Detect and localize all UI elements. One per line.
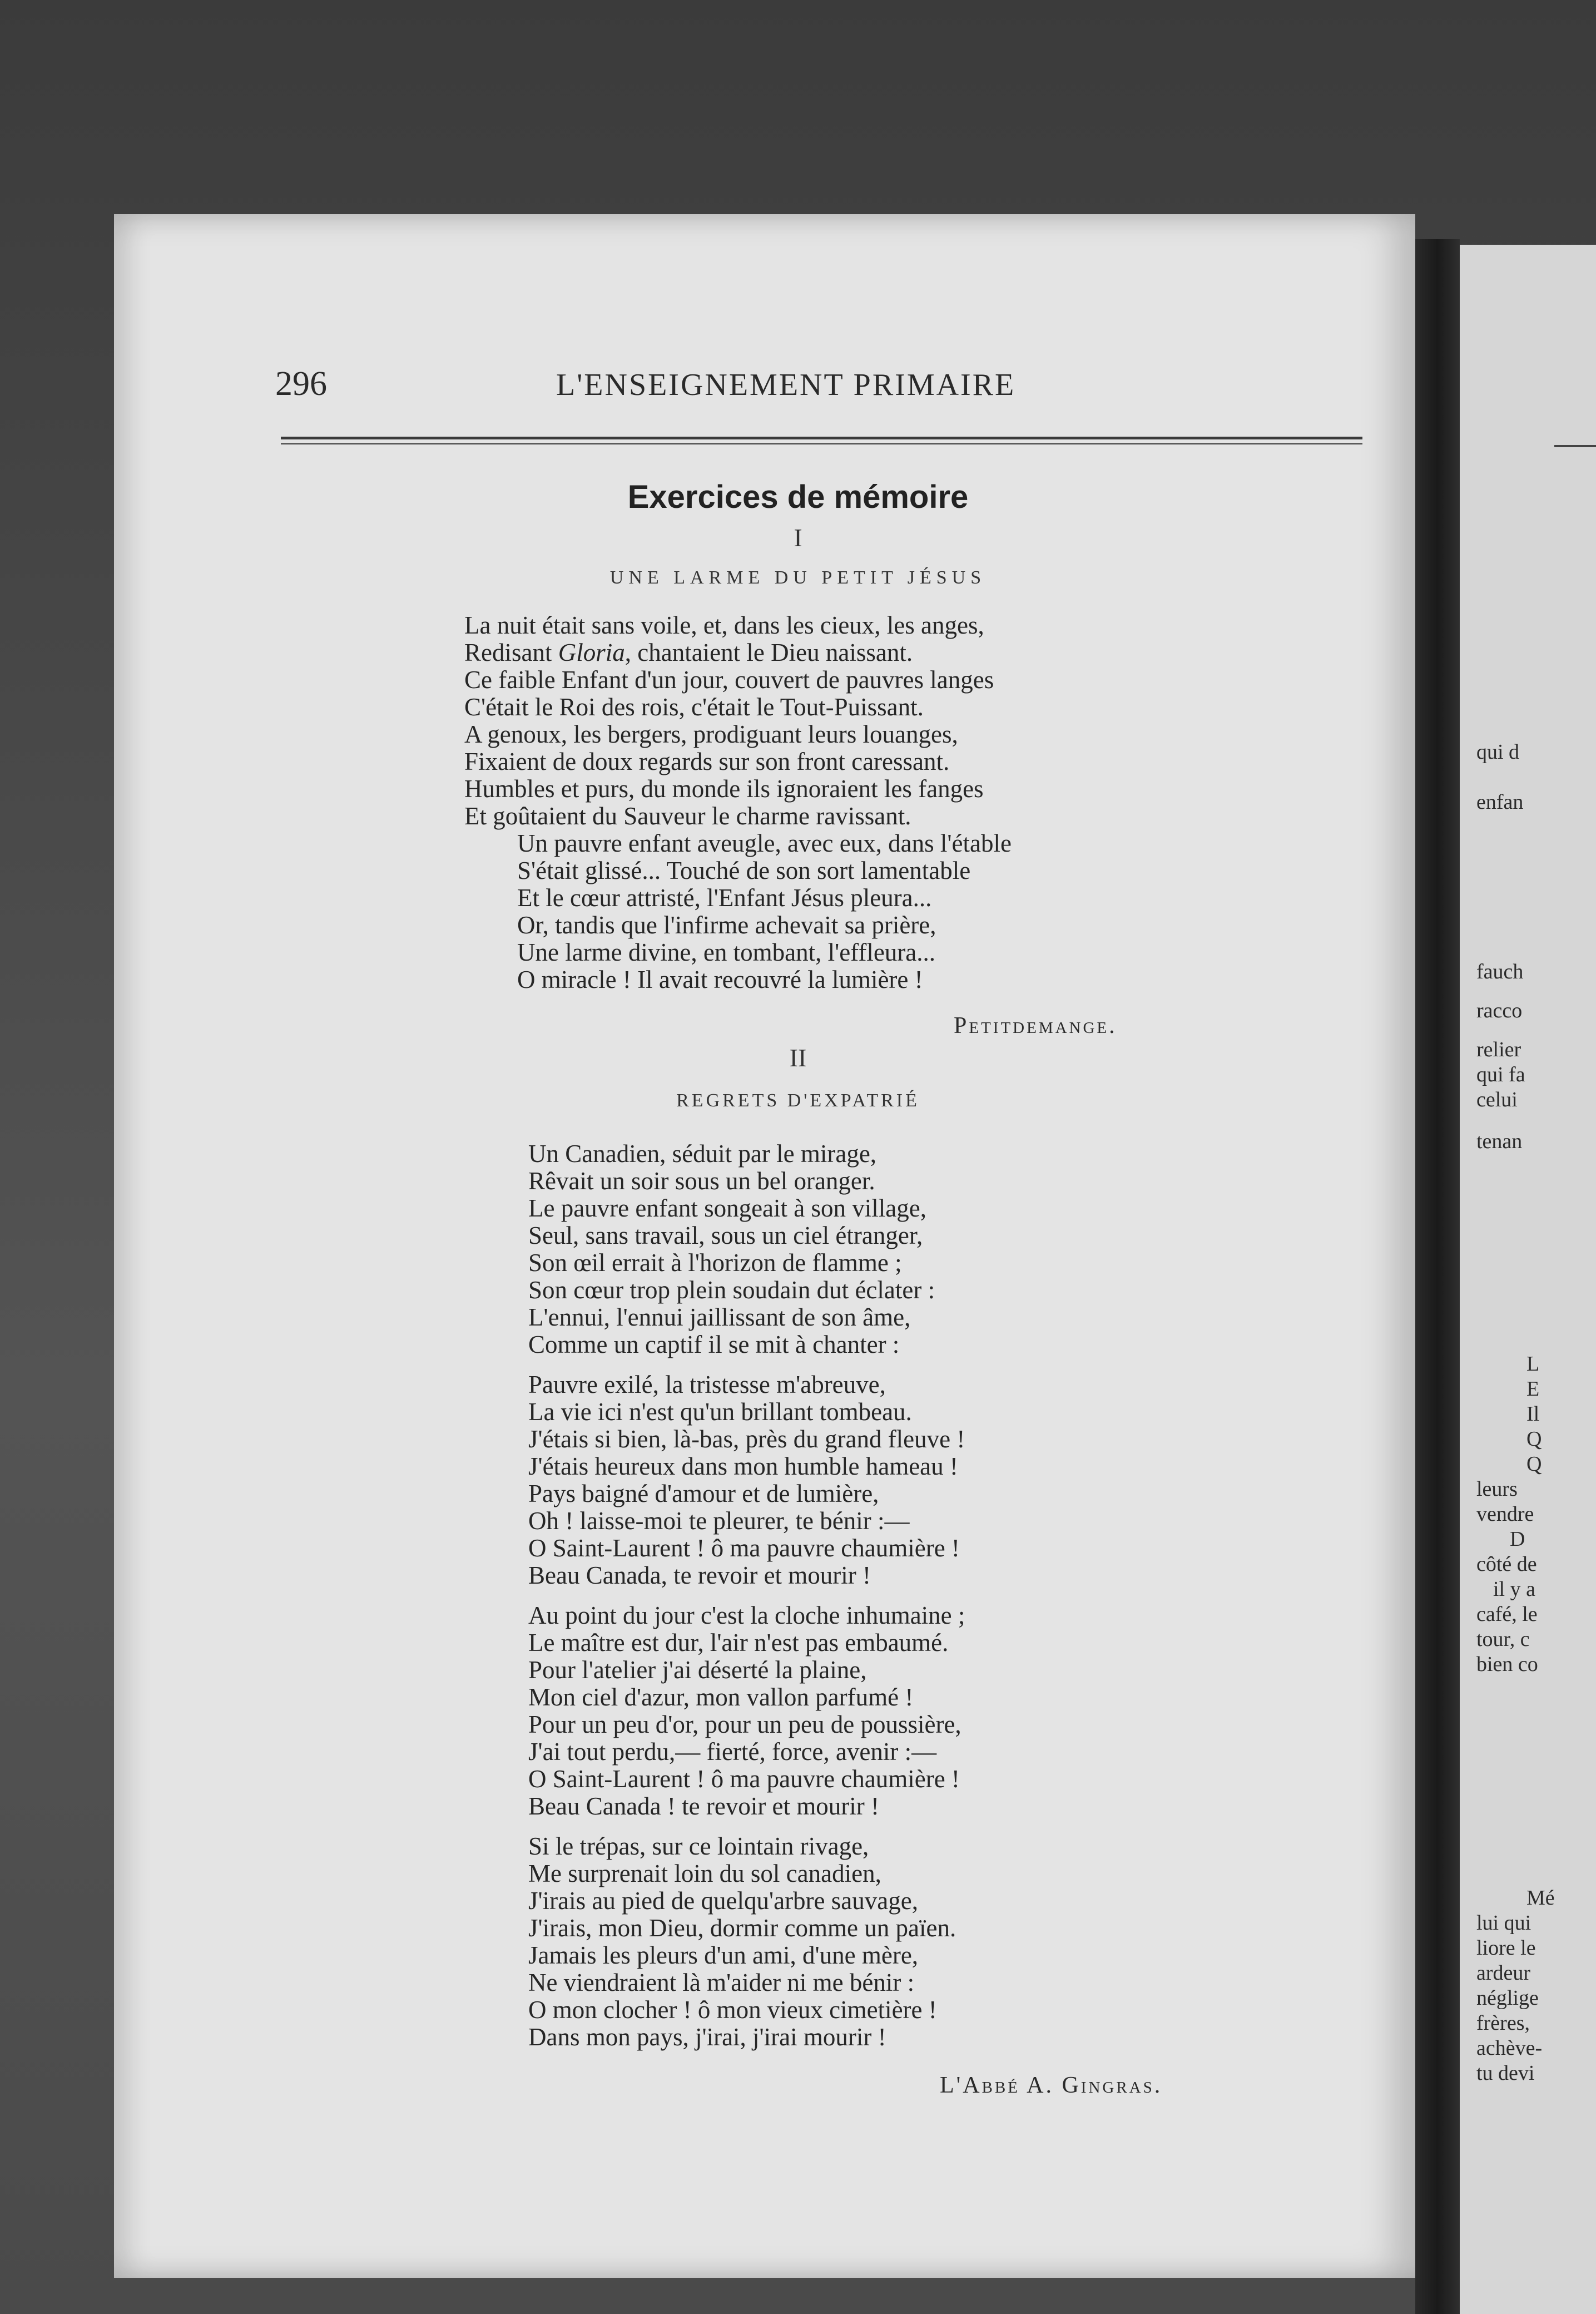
verse-line: Jamais les pleurs d'un ami, d'une mère, xyxy=(528,1941,919,1969)
facing-page-fragment: enfan xyxy=(1476,790,1524,814)
poem2-numeral: II xyxy=(789,1044,807,1072)
facing-page-fragment: vendre xyxy=(1476,1502,1534,1526)
verse-line: Dans mon pays, j'irai, j'irai mourir ! xyxy=(528,2023,886,2051)
running-title: L'ENSEIGNEMENT PRIMAIRE xyxy=(556,368,1016,402)
facing-page-fragment: achève- xyxy=(1476,2036,1543,2060)
facing-page-rule xyxy=(1554,445,1596,447)
facing-page-fragment: il y a xyxy=(1493,1578,1535,1601)
verse-line: O Saint-Laurent ! ô ma pauvre chaumière ! xyxy=(528,1765,960,1793)
facing-page-fragment: leurs xyxy=(1476,1477,1518,1501)
verse-line: O Saint-Laurent ! ô ma pauvre chaumière ! xyxy=(528,1534,960,1562)
verse-line xyxy=(464,639,1012,666)
verse-text: Redisant Gloria, chantaient le Dieu naissant. xyxy=(464,639,913,666)
verse-line: Mon ciel d'azur, mon vallon parfumé ! xyxy=(528,1683,914,1711)
facing-page-fragment: Mé xyxy=(1526,1886,1555,1910)
verse-line: Comme un captif il se mit à chanter : xyxy=(528,1331,900,1358)
verse-line: J'irais, mon Dieu, dormir comme un païen. xyxy=(528,1914,956,1942)
section-heading: Exercices de mémoire xyxy=(627,479,969,515)
facing-page-fragment: fauch xyxy=(1476,960,1524,983)
facing-page-fragment: celui xyxy=(1476,1088,1518,1111)
verse-line: La nuit était sans voile, et, dans les cieux, les anges, xyxy=(464,611,984,639)
verse-line: Or, tandis que l'infirme achevait sa prière, xyxy=(517,911,936,939)
verse-line: O mon clocher ! ô mon vieux cimetière ! xyxy=(528,1996,937,2024)
verse-line: J'étais heureux dans mon humble hameau ! xyxy=(528,1452,958,1480)
facing-page-fragment: tu devi xyxy=(1476,2061,1535,2085)
facing-page-fragment: E xyxy=(1526,1377,1540,1401)
verse-line: J'irais au pied de quelqu'arbre sauvage, xyxy=(528,1887,918,1915)
italic-word: Gloria xyxy=(558,639,625,666)
poem2-author: L'Abbé A. Gingras. xyxy=(940,2073,1163,2098)
running-head xyxy=(0,364,1596,409)
facing-page-fragment: tenan xyxy=(1476,1130,1523,1153)
verse-line: Si le trépas, sur ce lointain rivage, xyxy=(528,1832,869,1860)
verse-line: Pour l'atelier j'ai déserté la plaine, xyxy=(528,1656,867,1684)
facing-page-fragment: tour, c xyxy=(1476,1628,1530,1651)
verse-line: Rêvait un soir sous un bel oranger. xyxy=(528,1167,875,1195)
facing-page-fragment: ardeur xyxy=(1476,1961,1531,1985)
facing-page-fragment: néglige xyxy=(1476,1986,1539,2010)
facing-page-fragment: Q xyxy=(1526,1427,1542,1451)
poem2-title: REGRETS D'EXPATRIÉ xyxy=(676,1090,920,1111)
facing-page-fragment: D xyxy=(1510,1527,1525,1551)
facing-page-fragment: liore le xyxy=(1476,1936,1536,1960)
poem1-title: UNE LARME DU PETIT JÉSUS xyxy=(609,567,987,588)
verse-line: L'ennui, l'ennui jaillissant de son âme, xyxy=(528,1303,911,1331)
verse-line: Le maître est dur, l'air n'est pas embaumé. xyxy=(528,1629,949,1657)
verse-line: Au point du jour c'est la cloche inhumaine ; xyxy=(528,1601,965,1629)
facing-page-fragment: L xyxy=(1526,1352,1540,1376)
page-number: 296 xyxy=(275,365,327,403)
verse-line: Un Canadien, séduit par le mirage, xyxy=(528,1140,877,1168)
verse-line: Seul, sans travail, sous un ciel étranger, xyxy=(528,1222,923,1249)
facing-page-fragment: Q xyxy=(1526,1452,1542,1476)
verse-line: Oh ! laisse-moi te pleurer, te bénir :— xyxy=(528,1507,910,1535)
facing-page-fragment: lui qui xyxy=(1476,1911,1531,1935)
verse-line: J'étais si bien, là-bas, près du grand fleuve ! xyxy=(528,1425,965,1453)
poem2-stanza-4 xyxy=(528,1833,956,2051)
verse-line: C'était le Roi des rois, c'était le Tout-Puissant. xyxy=(464,693,924,721)
header-rule xyxy=(281,437,1362,444)
facing-page-fragment: qui fa xyxy=(1476,1063,1525,1086)
verse-line: A genoux, les bergers, prodiguant leurs louanges, xyxy=(464,720,958,748)
facing-page xyxy=(1460,245,1596,2314)
verse-line: Son œil errait à l'horizon de flamme ; xyxy=(528,1249,902,1277)
poem1-lines xyxy=(464,612,1012,993)
verse-line: Son cœur trop plein soudain dut éclater : xyxy=(528,1276,935,1304)
facing-page-fragment: qui d xyxy=(1476,740,1520,764)
facing-page-fragment: frères, xyxy=(1476,2011,1530,2035)
verse-line: Pauvre exilé, la tristesse m'abreuve, xyxy=(528,1371,886,1398)
verse-line: Une larme divine, en tombant, l'effleura... xyxy=(517,938,936,966)
verse-line: Fixaient de doux regards sur son front caressant. xyxy=(464,748,950,775)
verse-line: Le pauvre enfant songeait à son village, xyxy=(528,1194,926,1222)
facing-page-fragment: Il xyxy=(1526,1402,1540,1426)
verse-line: Et goûtaient du Sauveur le charme ravissant. xyxy=(464,802,911,830)
verse-line: O miracle ! Il avait recouvré la lumière ! xyxy=(517,966,923,993)
verse-line: J'ai tout perdu,— fierté, force, avenir :— xyxy=(528,1738,937,1766)
verse-line: La vie ici n'est qu'un brillant tombeau. xyxy=(528,1398,912,1426)
facing-page-fragment: café, le xyxy=(1476,1603,1538,1626)
facing-page-fragment: côté de xyxy=(1476,1552,1537,1576)
verse-line: Beau Canada, te revoir et mourir ! xyxy=(528,1561,871,1589)
verse-line: S'était glissé... Touché de son sort lamentable xyxy=(517,857,971,884)
verse-line: Me surprenait loin du sol canadien, xyxy=(528,1860,881,1887)
poem2-stanza-1 xyxy=(528,1140,935,1358)
verse-line: Ne viendraient là m'aider ni me bénir : xyxy=(528,1969,915,1996)
poem2-stanza-2 xyxy=(528,1371,965,1589)
facing-page-fragment: racco xyxy=(1476,999,1523,1022)
verse-line: Et le cœur attristé, l'Enfant Jésus pleura... xyxy=(517,884,932,912)
facing-page-fragment: bien co xyxy=(1476,1653,1538,1676)
verse-line: Beau Canada ! te revoir et mourir ! xyxy=(528,1792,879,1820)
facing-page-fragment: relier xyxy=(1476,1038,1521,1061)
verse-line: Un pauvre enfant aveugle, avec eux, dans l'étable xyxy=(517,829,1012,857)
verse-line: Humbles et purs, du monde ils ignoraient les fanges xyxy=(464,775,984,803)
verse-line: Pour un peu d'or, pour un peu de poussière, xyxy=(528,1710,961,1738)
poem1-numeral: I xyxy=(794,523,802,552)
verse-line: Pays baigné d'amour et de lumière, xyxy=(528,1480,879,1507)
poem1-author: Petitdemange. xyxy=(954,1013,1117,1039)
verse-line: Ce faible Enfant d'un jour, couvert de pauvres langes xyxy=(464,666,994,694)
poem2-stanza-3 xyxy=(528,1602,965,1820)
